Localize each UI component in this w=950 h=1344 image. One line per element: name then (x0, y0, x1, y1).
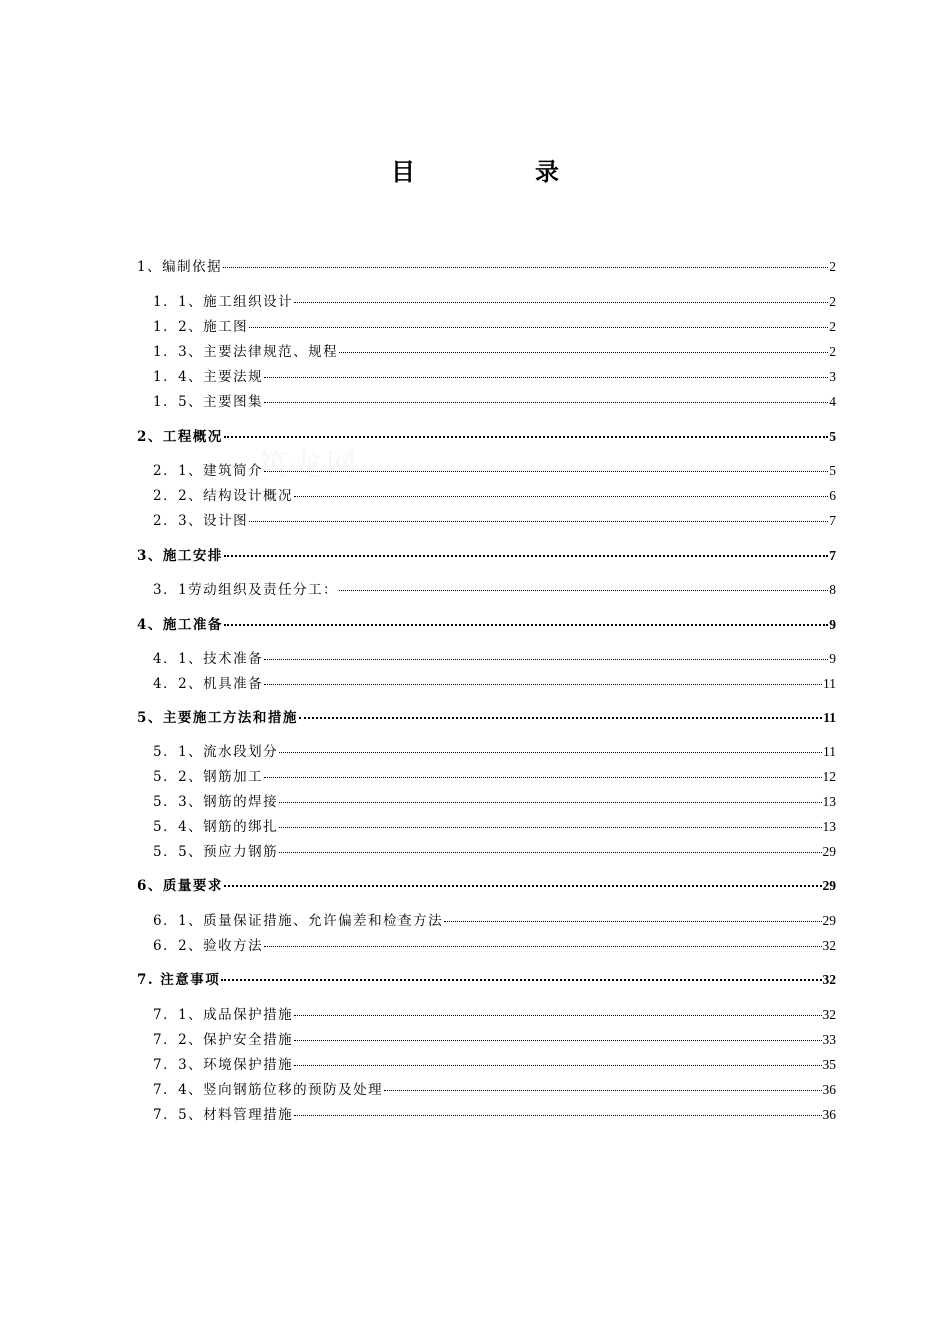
toc-entry-label: 1．3、主要法律规范、规程 (153, 344, 339, 360)
toc-leader-dots (339, 590, 828, 591)
toc-entry-page-number: 2 (829, 259, 836, 274)
toc-entry[interactable] (153, 293, 836, 311)
toc-entry-label: 7．3、环境保护措施 (153, 1057, 294, 1073)
toc-entry-page-number: 2 (829, 344, 836, 359)
toc-leader-dots (299, 717, 822, 719)
toc-entry-label: 5．3、钢筋的焊接 (153, 794, 279, 810)
toc-entry-label: 4．1、技术准备 (153, 651, 264, 667)
toc-entry-page-number: 11 (823, 710, 836, 725)
toc-leader-dots (294, 302, 828, 303)
toc-entry-label: 6．1、质量保证措施、允许偏差和检查方法 (153, 913, 444, 929)
toc-entry-page-number: 2 (829, 319, 836, 334)
toc-entry-page-number: 13 (822, 819, 836, 834)
toc-leader-dots (339, 352, 828, 353)
toc-entry-label: 1．4、主要法规 (153, 369, 264, 385)
toc-entry-label: 7. 注意事项 (137, 972, 221, 988)
toc-entry-page-number: 11 (823, 676, 836, 691)
toc-entry-label: 2．3、设计图 (153, 513, 249, 529)
toc-leader-dots (294, 1065, 821, 1066)
toc-entry[interactable] (153, 462, 836, 480)
toc-leader-dots (384, 1090, 821, 1091)
toc-entry-page-number: 7 (829, 513, 836, 528)
toc-entry-page-number: 12 (822, 769, 836, 784)
toc-entry[interactable] (137, 877, 836, 895)
toc-entry[interactable] (153, 512, 836, 530)
toc-entry-page-number: 9 (829, 617, 836, 632)
toc-entry-label: 7．2、保护安全措施 (153, 1032, 294, 1048)
toc-entry[interactable] (153, 393, 836, 411)
title-char-left: 目 (391, 158, 415, 186)
toc-entry-page-number: 6 (829, 488, 836, 503)
toc-leader-dots (249, 327, 828, 328)
page-title (0, 152, 950, 187)
toc-leader-dots (224, 436, 828, 438)
toc-entry-page-number: 32 (822, 938, 836, 953)
toc-entry[interactable] (153, 1056, 836, 1074)
toc-entry-label: 3、施工安排 (137, 548, 223, 564)
toc-entry-label: 5．4、钢筋的绑扎 (153, 819, 279, 835)
toc-leader-dots (279, 802, 821, 803)
toc-entry[interactable] (153, 912, 836, 930)
toc-leader-dots (294, 496, 828, 497)
toc-entry[interactable] (153, 1006, 836, 1024)
toc-entry[interactable] (137, 428, 836, 446)
toc-entry-label: 3．1劳动组织及责任分工： (153, 582, 339, 598)
toc-entry-label: 1．5、主要图集 (153, 394, 264, 410)
toc-entry[interactable] (153, 1031, 836, 1049)
toc-entry-label: 1．2、施工图 (153, 319, 249, 335)
toc-entry[interactable] (153, 318, 836, 336)
toc-entry[interactable] (153, 368, 836, 386)
toc-leader-dots (294, 1015, 821, 1016)
toc-entry-page-number: 33 (822, 1032, 836, 1047)
toc-leader-dots (264, 402, 828, 403)
toc-entry[interactable] (153, 937, 836, 955)
toc-leader-dots (224, 885, 822, 887)
toc-entry[interactable] (153, 675, 836, 693)
toc-entry-page-number: 2 (829, 294, 836, 309)
toc-entry[interactable] (153, 1081, 836, 1099)
toc-entry-label: 5．2、钢筋加工 (153, 769, 264, 785)
toc-leader-dots (264, 777, 821, 778)
toc-leader-dots (224, 624, 828, 626)
toc-entry-label: 1．1、施工组织设计 (153, 294, 294, 310)
toc-leader-dots (224, 555, 828, 557)
toc-entry[interactable] (153, 650, 836, 668)
toc-entry-page-number: 11 (823, 744, 836, 759)
toc-entry-label: 7．4、竖向钢筋位移的预防及处理 (153, 1082, 384, 1098)
toc-entry-page-number: 5 (829, 463, 836, 478)
toc-entry-label: 7．1、成品保护措施 (153, 1007, 294, 1023)
toc-entry-page-number: 36 (822, 1107, 836, 1122)
toc-leader-dots (279, 852, 821, 853)
toc-entry-label: 5．5、预应力钢筋 (153, 844, 279, 860)
toc-entry[interactable] (153, 743, 836, 761)
toc-leader-dots (264, 471, 828, 472)
toc-entry-page-number: 9 (829, 651, 836, 666)
toc-entry-page-number: 32 (822, 972, 836, 987)
toc-entry[interactable] (137, 616, 836, 634)
toc-entry[interactable] (137, 709, 836, 727)
toc-entry-page-number: 29 (822, 913, 836, 928)
toc-entry-label: 2、工程概况 (137, 429, 223, 445)
toc-leader-dots (221, 979, 821, 981)
toc-entry-label: 5．1、流水段划分 (153, 744, 279, 760)
toc-leader-dots (249, 521, 828, 522)
toc-entry-page-number: 4 (829, 394, 836, 409)
toc-leader-dots (294, 1040, 821, 1041)
toc-entry-page-number: 5 (829, 429, 836, 444)
toc-entry-label: 5、主要施工方法和措施 (137, 710, 298, 726)
toc-leader-dots (264, 659, 828, 660)
toc-entry[interactable] (137, 547, 836, 565)
toc-entry-label: 6．2、验收方法 (153, 938, 264, 954)
toc-entry-label: 2．2、结构设计概况 (153, 488, 294, 504)
title-char-right: 录 (535, 158, 559, 186)
toc-entry[interactable] (153, 843, 836, 861)
toc-leader-dots (444, 921, 821, 922)
toc-leader-dots (264, 946, 821, 947)
toc-entry[interactable] (137, 971, 836, 989)
toc-entry[interactable] (153, 768, 836, 786)
toc-leader-dots (264, 377, 828, 378)
toc-entry[interactable] (153, 487, 836, 505)
toc-entry-page-number: 35 (822, 1057, 836, 1072)
toc-leader-dots (279, 827, 821, 828)
toc-entry-label: 1、编制依据 (137, 259, 223, 275)
toc-entry-page-number: 13 (822, 794, 836, 809)
toc-entry-label: 4．2、机具准备 (153, 676, 264, 692)
toc-leader-dots (223, 267, 828, 268)
toc-entry-page-number: 8 (829, 582, 836, 597)
toc-entry-label: 4、施工准备 (137, 617, 223, 633)
toc-entry[interactable] (153, 818, 836, 836)
toc-entry-page-number: 3 (829, 369, 836, 384)
toc-entry[interactable] (153, 343, 836, 361)
toc-entry-page-number: 29 (822, 844, 836, 859)
toc-entry-page-number: 29 (822, 878, 836, 893)
toc-entry-label: 6、质量要求 (137, 878, 223, 894)
toc-entry-label: 2．1、建筑简介 (153, 463, 264, 479)
toc-entry-page-number: 32 (822, 1007, 836, 1022)
toc-entry[interactable] (153, 1106, 836, 1124)
toc-entry[interactable] (153, 793, 836, 811)
toc-leader-dots (279, 752, 822, 753)
toc-entry[interactable] (153, 581, 836, 599)
toc-leader-dots (294, 1115, 821, 1116)
toc-entry[interactable] (137, 258, 836, 276)
toc-entry-label: 7．5、材料管理措施 (153, 1107, 294, 1123)
toc-leader-dots (264, 684, 822, 685)
toc-entry-page-number: 7 (829, 548, 836, 563)
toc-entry-page-number: 36 (822, 1082, 836, 1097)
